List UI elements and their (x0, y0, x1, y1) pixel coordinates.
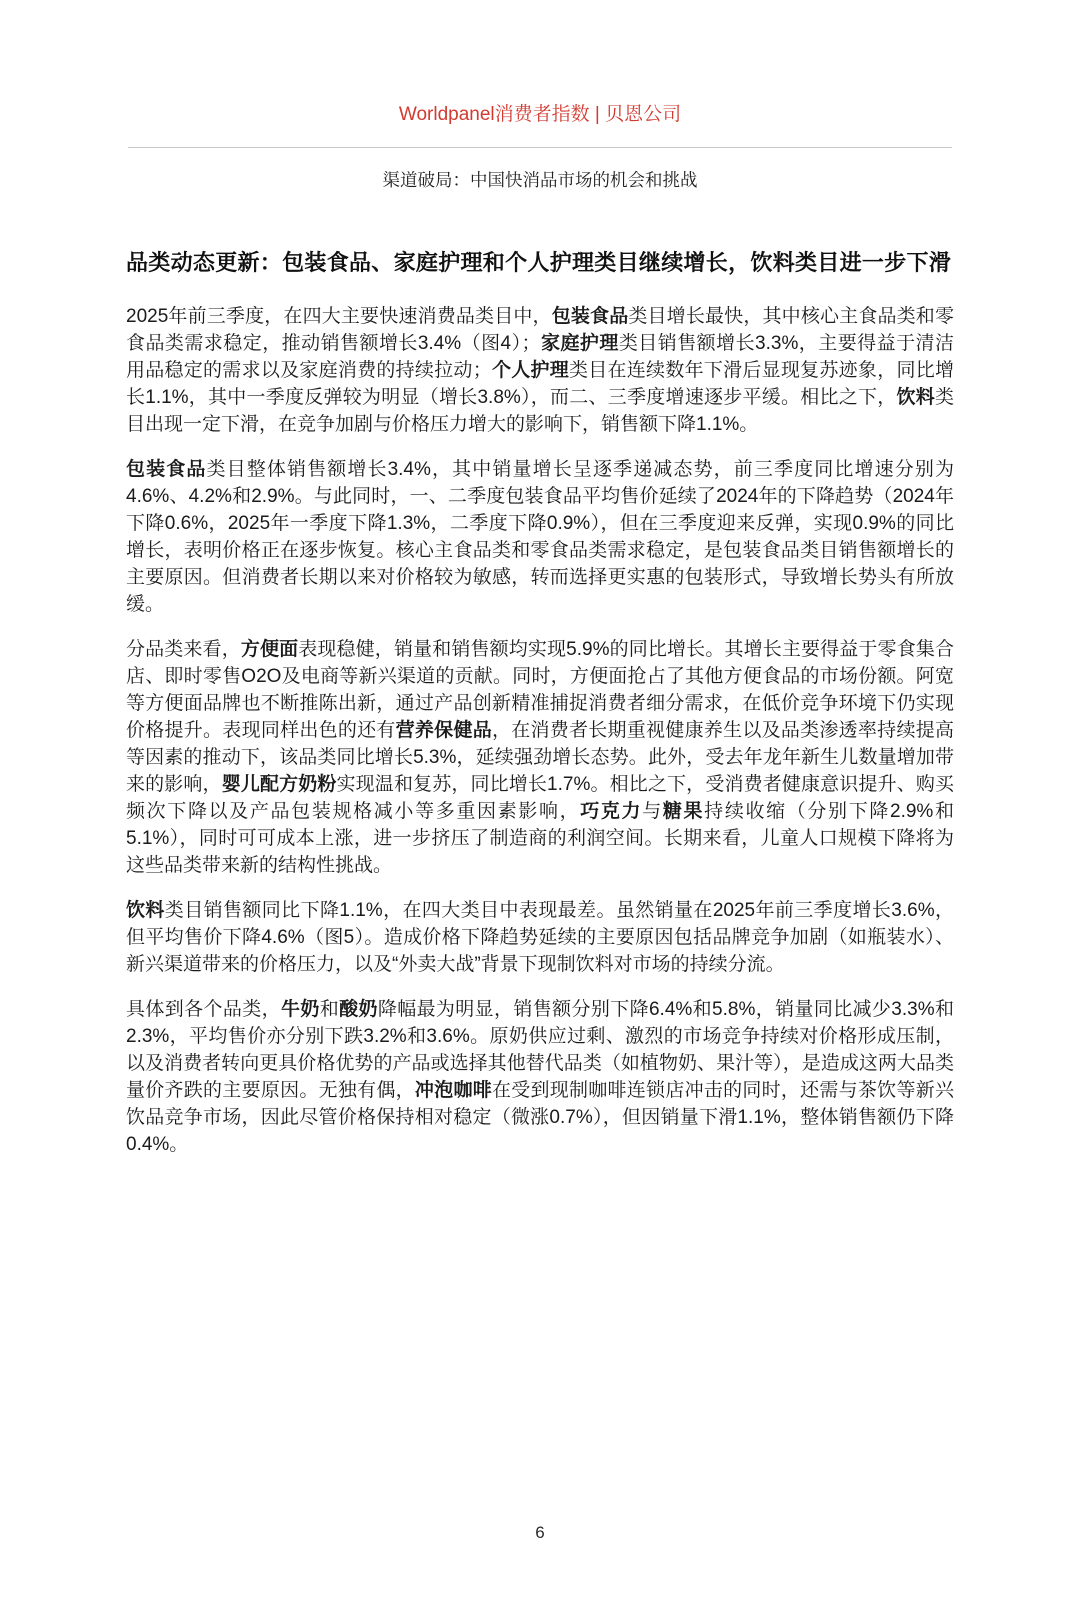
report-page (0, 103, 1080, 1158)
body-paragraph: 2025年前三季度，在四大主要快速消费品类目中，包装食品类目增长最快，其中核心主食品类和零食品类需求稳定，推动销售额增长3.4%（图4）；家庭护理类目销售额增长3.3%，主要得益于清洁用品稳定的需求以及家庭消费的持续拉动；个人护理类目在连续数年下滑后显现复苏迹象，同比增长1.1%，其中一季度反弹较为明显（增长3.8%），而二、三季度增速逐步平缓。相比之下，饮料类目出现一定下滑，在竞争加剧与价格压力增大的影响下，销售额下降1.1%。 (126, 306, 954, 435)
body-paragraph: 具体到各个品类，牛奶和酸奶降幅最为明显，销售额分别下降6.4%和5.8%，销量同比减少3.3%和2.3%，平均售价亦分别下跌3.2%和3.6%。原奶供应过剩、激烈的市场竞争持续对价格形成压制，以及消费者转向更具价格优势的产品或选择其他替代品类（如植物奶、果汁等），是造成这两大品类量价齐跌的主要原因。无独有偶，冲泡咖啡在受到现制咖啡连锁店冲击的同时，还需与茶饮等新兴饮品竞争市场，因此尽管价格保持相对稳定（微涨0.7%），但因销量下滑1.1%，整体销售额仍下降0.4%。 (126, 999, 954, 1155)
body-paragraph: 饮料类目销售额同比下降1.1%，在四大类目中表现最差。虽然销量在2025年前三季度增长3.6%，但平均售价下降4.6%（图5）。造成价格下降趋势延续的主要原因包括品牌竞争加剧（如瓶装水）、新兴渠道带来的价格压力，以及“外卖大战”背景下现制饮料对市场的持续分流。 (126, 900, 954, 975)
body-paragraph: 包装食品类目整体销售额增长3.4%，其中销量增长呈逐季递减态势，前三季度同比增速分别为4.6%、4.2%和2.9%。与此同时，一、二季度包装食品平均售价延续了2024年的下降趋势（2024年下降0.6%，2025年一季度下降1.3%，二季度下降0.9%），但在三季度迎来反弹，实现0.9%的同比增长，表明价格正在逐步恢复。核心主食品类和零食品类需求稳定，是包装食品类目销售额增长的主要原因。但消费者长期以来对价格较为敏感，转而选择更实惠的包装形式，导致增长势头有所放缓。 (126, 459, 954, 615)
section-heading: 品类动态更新：包装食品、家庭护理和个人护理类目继续增长，饮料类目进一步下滑 (126, 250, 952, 275)
article-body (126, 303, 954, 1158)
body-paragraph: 分品类来看，方便面表现稳健，销量和销售额均实现5.9%的同比增长。其增长主要得益于零食集合店、即时零售O2O及电商等新兴渠道的贡献。同时，方便面抢占了其他方便食品的市场份额。阿宽等方便面品牌也不断推陈出新，通过产品创新精准捕捉消费者细分需求，在低价竞争环境下仍实现价格提升。表现同样出色的还有营养保健品，在消费者长期重视健康养生以及品类渗透率持续提高等因素的推动下，该品类同比增长5.3%，延续强劲增长态势。此外，受去年龙年新生儿数量增加带来的影响，婴儿配方奶粉实现温和复苏，同比增长1.7%。相比之下，受消费者健康意识提升、购买频次下降以及产品包装规格减小等多重因素影响，巧克力与糖果持续收缩（分别下降2.9%和5.1%），同时可可成本上涨，进一步挤压了制造商的利润空间。长期来看，儿童人口规模下降将为这些品类带来新的结构性挑战。 (126, 639, 954, 876)
header-divider (128, 147, 952, 148)
report-subtitle: 渠道破局：中国快消品市场的机会和挑战 (382, 170, 698, 190)
brand-title: Worldpanel消费者指数 | 贝恩公司 (398, 104, 682, 125)
page-number: 6 (535, 1523, 545, 1542)
